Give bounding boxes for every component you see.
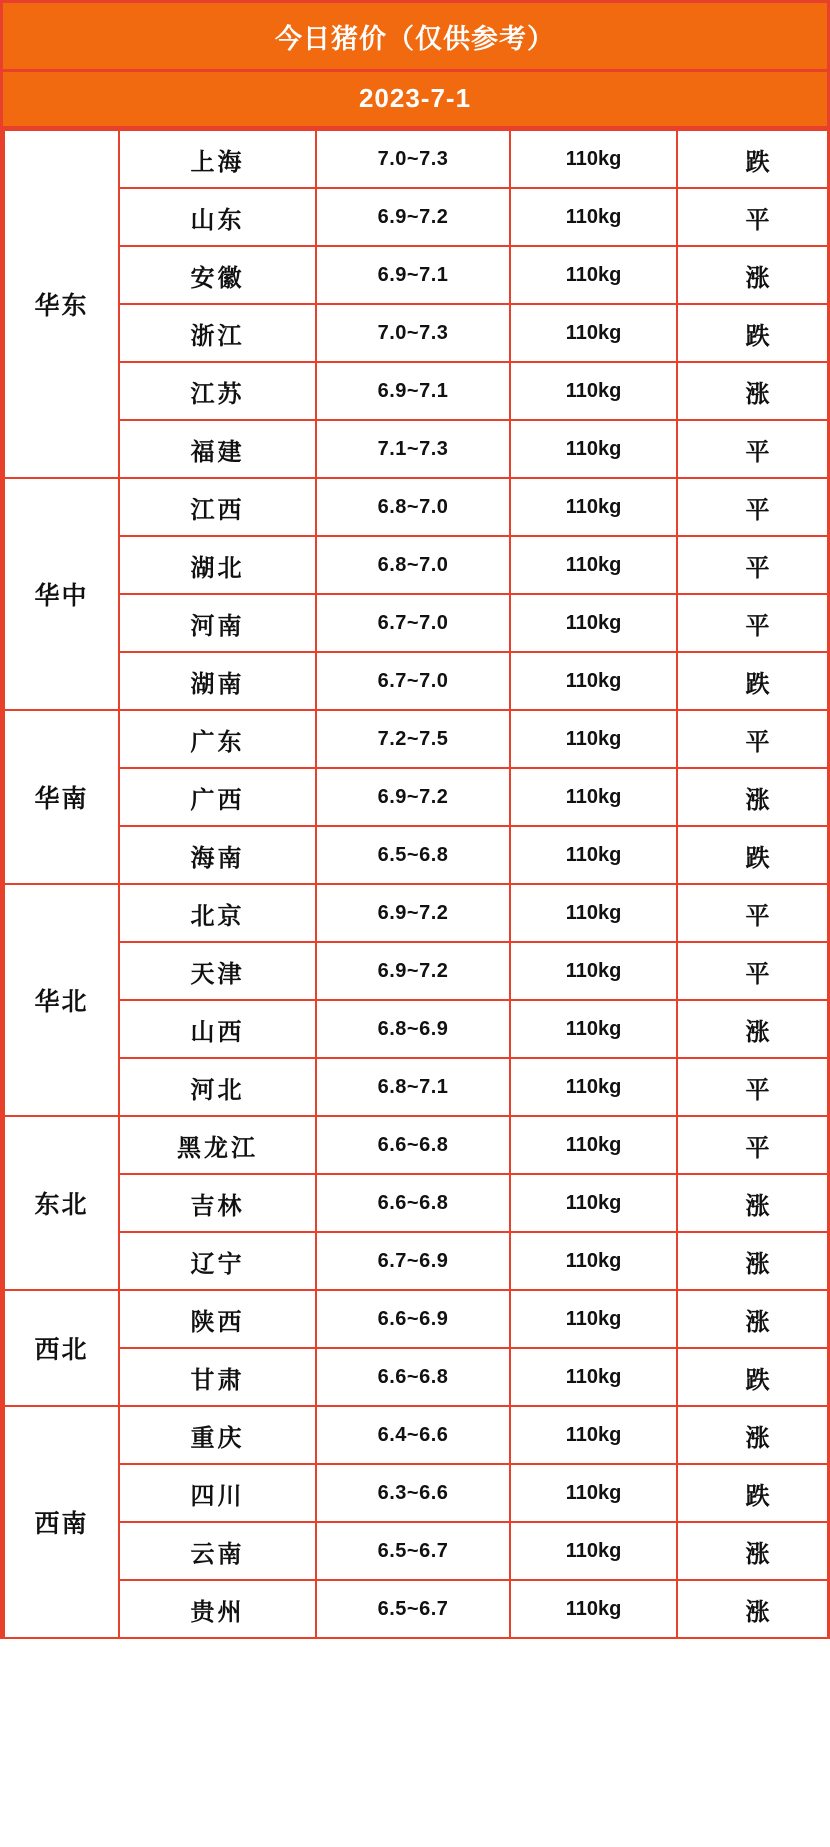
- weight-cell: 110kg: [510, 536, 677, 594]
- price-cell: 6.8~7.1: [316, 1058, 510, 1116]
- region-cell: 华南: [4, 710, 119, 884]
- weight-cell: 110kg: [510, 1116, 677, 1174]
- table-row: [4, 1580, 830, 1638]
- price-cell: 6.3~6.6: [316, 1464, 510, 1522]
- table-row: [4, 420, 830, 478]
- price-cell: 6.7~7.0: [316, 652, 510, 710]
- province-cell: 山西: [119, 1000, 316, 1058]
- table-row: [4, 246, 830, 304]
- table-row: [4, 710, 830, 768]
- weight-cell: 110kg: [510, 652, 677, 710]
- table-row: [4, 536, 830, 594]
- price-cell: 6.8~7.0: [316, 536, 510, 594]
- weight-cell: 110kg: [510, 884, 677, 942]
- trend-cell: 跌: [677, 304, 830, 362]
- weight-cell: 110kg: [510, 304, 677, 362]
- trend-cell: 平: [677, 1116, 830, 1174]
- price-cell: 6.6~6.8: [316, 1348, 510, 1406]
- province-cell: 江西: [119, 478, 316, 536]
- province-cell: 河南: [119, 594, 316, 652]
- table-row: [4, 1464, 830, 1522]
- weight-cell: 110kg: [510, 1290, 677, 1348]
- province-cell: 河北: [119, 1058, 316, 1116]
- price-cell: 6.6~6.9: [316, 1290, 510, 1348]
- weight-cell: 110kg: [510, 1000, 677, 1058]
- price-cell: 6.7~7.0: [316, 594, 510, 652]
- price-table: [3, 129, 830, 1639]
- province-cell: 安徽: [119, 246, 316, 304]
- trend-cell: 涨: [677, 246, 830, 304]
- price-cell: 6.7~6.9: [316, 1232, 510, 1290]
- trend-cell: 平: [677, 884, 830, 942]
- weight-cell: 110kg: [510, 1406, 677, 1464]
- province-cell: 甘肃: [119, 1348, 316, 1406]
- trend-cell: 涨: [677, 1232, 830, 1290]
- trend-cell: 平: [677, 710, 830, 768]
- trend-cell: 涨: [677, 362, 830, 420]
- weight-cell: 110kg: [510, 1522, 677, 1580]
- weight-cell: 110kg: [510, 1464, 677, 1522]
- trend-cell: 平: [677, 536, 830, 594]
- weight-cell: 110kg: [510, 246, 677, 304]
- table-row: [4, 130, 830, 188]
- province-cell: 海南: [119, 826, 316, 884]
- trend-cell: 平: [677, 188, 830, 246]
- province-cell: 吉林: [119, 1174, 316, 1232]
- price-cell: 6.9~7.1: [316, 362, 510, 420]
- table-row: [4, 362, 830, 420]
- price-cell: 6.5~6.7: [316, 1522, 510, 1580]
- weight-cell: 110kg: [510, 1580, 677, 1638]
- price-cell: 6.9~7.2: [316, 942, 510, 1000]
- province-cell: 四川: [119, 1464, 316, 1522]
- province-cell: 上海: [119, 130, 316, 188]
- price-cell: 6.9~7.2: [316, 884, 510, 942]
- table-row: [4, 188, 830, 246]
- weight-cell: 110kg: [510, 768, 677, 826]
- page-title: 今日猪价（仅供参考）: [3, 3, 827, 72]
- table-row: [4, 1174, 830, 1232]
- table-row: [4, 942, 830, 1000]
- weight-cell: 110kg: [510, 420, 677, 478]
- province-cell: 辽宁: [119, 1232, 316, 1290]
- table-row: [4, 304, 830, 362]
- price-cell: 7.1~7.3: [316, 420, 510, 478]
- table-row: [4, 1058, 830, 1116]
- price-cell: 6.8~7.0: [316, 478, 510, 536]
- region-cell: 华中: [4, 478, 119, 710]
- table-row: [4, 826, 830, 884]
- price-cell: 6.9~7.2: [316, 768, 510, 826]
- weight-cell: 110kg: [510, 942, 677, 1000]
- region-cell: 华北: [4, 884, 119, 1116]
- table-row: [4, 478, 830, 536]
- trend-cell: 平: [677, 420, 830, 478]
- date-label: 2023-7-1: [3, 72, 827, 129]
- trend-cell: 涨: [677, 768, 830, 826]
- province-cell: 天津: [119, 942, 316, 1000]
- province-cell: 浙江: [119, 304, 316, 362]
- trend-cell: 跌: [677, 130, 830, 188]
- table-row: [4, 1290, 830, 1348]
- price-cell: 6.9~7.2: [316, 188, 510, 246]
- price-cell: 6.8~6.9: [316, 1000, 510, 1058]
- price-cell: 7.0~7.3: [316, 130, 510, 188]
- weight-cell: 110kg: [510, 130, 677, 188]
- province-cell: 广西: [119, 768, 316, 826]
- table-row: [4, 768, 830, 826]
- price-cell: 7.2~7.5: [316, 710, 510, 768]
- region-cell: 西南: [4, 1406, 119, 1638]
- price-cell: 6.4~6.6: [316, 1406, 510, 1464]
- weight-cell: 110kg: [510, 1232, 677, 1290]
- price-cell: 6.5~6.8: [316, 826, 510, 884]
- table-row: [4, 884, 830, 942]
- price-cell: 6.6~6.8: [316, 1116, 510, 1174]
- table-row: [4, 1406, 830, 1464]
- weight-cell: 110kg: [510, 1348, 677, 1406]
- table-row: [4, 1000, 830, 1058]
- weight-cell: 110kg: [510, 188, 677, 246]
- province-cell: 重庆: [119, 1406, 316, 1464]
- price-cell: 7.0~7.3: [316, 304, 510, 362]
- trend-cell: 涨: [677, 1580, 830, 1638]
- weight-cell: 110kg: [510, 478, 677, 536]
- weight-cell: 110kg: [510, 594, 677, 652]
- weight-cell: 110kg: [510, 362, 677, 420]
- trend-cell: 平: [677, 478, 830, 536]
- table-row: [4, 652, 830, 710]
- table-row: [4, 594, 830, 652]
- weight-cell: 110kg: [510, 1174, 677, 1232]
- province-cell: 贵州: [119, 1580, 316, 1638]
- trend-cell: 跌: [677, 826, 830, 884]
- province-cell: 江苏: [119, 362, 316, 420]
- price-cell: 6.5~6.7: [316, 1580, 510, 1638]
- province-cell: 湖北: [119, 536, 316, 594]
- table-row: [4, 1348, 830, 1406]
- trend-cell: 跌: [677, 652, 830, 710]
- region-cell: 西北: [4, 1290, 119, 1406]
- trend-cell: 涨: [677, 1000, 830, 1058]
- province-cell: 广东: [119, 710, 316, 768]
- trend-cell: 跌: [677, 1348, 830, 1406]
- table-row: [4, 1522, 830, 1580]
- trend-cell: 涨: [677, 1174, 830, 1232]
- province-cell: 云南: [119, 1522, 316, 1580]
- weight-cell: 110kg: [510, 1058, 677, 1116]
- province-cell: 山东: [119, 188, 316, 246]
- trend-cell: 平: [677, 594, 830, 652]
- weight-cell: 110kg: [510, 710, 677, 768]
- table-row: [4, 1232, 830, 1290]
- region-cell: 东北: [4, 1116, 119, 1290]
- price-table-body: [4, 130, 830, 1638]
- province-cell: 北京: [119, 884, 316, 942]
- price-cell: 6.6~6.8: [316, 1174, 510, 1232]
- trend-cell: 平: [677, 1058, 830, 1116]
- trend-cell: 涨: [677, 1522, 830, 1580]
- province-cell: 黑龙江: [119, 1116, 316, 1174]
- province-cell: 陕西: [119, 1290, 316, 1348]
- region-cell: 华东: [4, 130, 119, 478]
- trend-cell: 涨: [677, 1406, 830, 1464]
- table-row: [4, 1116, 830, 1174]
- trend-cell: 平: [677, 942, 830, 1000]
- province-cell: 福建: [119, 420, 316, 478]
- price-cell: 6.9~7.1: [316, 246, 510, 304]
- trend-cell: 涨: [677, 1290, 830, 1348]
- trend-cell: 跌: [677, 1464, 830, 1522]
- province-cell: 湖南: [119, 652, 316, 710]
- weight-cell: 110kg: [510, 826, 677, 884]
